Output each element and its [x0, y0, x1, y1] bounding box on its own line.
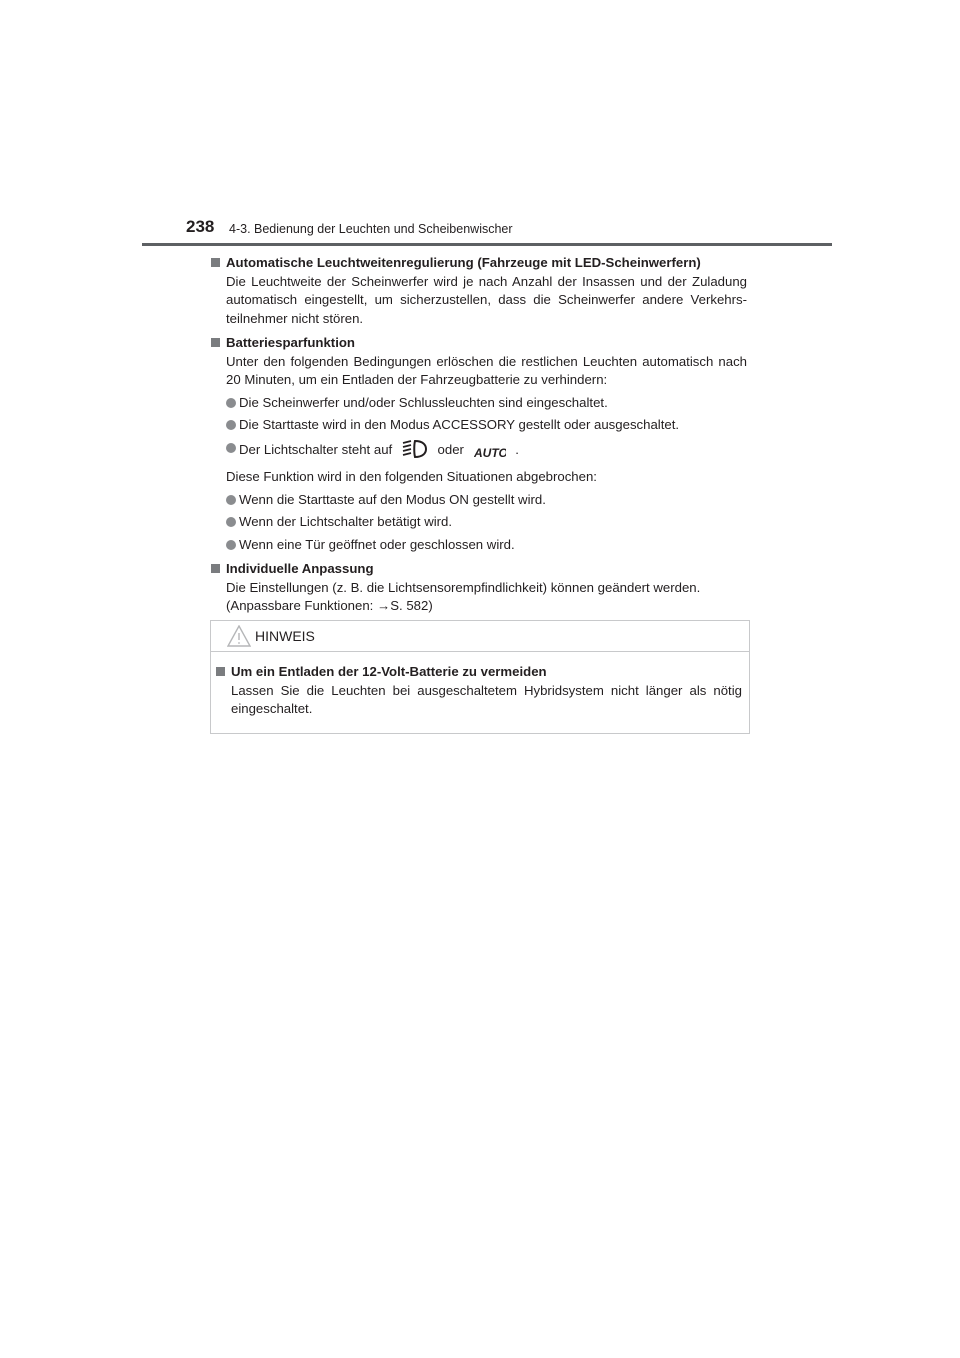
notice-heading: Um ein Entladen der 12-Volt-Batterie zu vermeiden: [216, 663, 742, 682]
section-text: Unter den folgenden Bedingungen erlöschen die restlichen Leuchten automatisch nach 20 Minuten, um ein Entladen der Fahrzeugbatterie zu verhindern:: [226, 353, 747, 387]
list-item-light-switch: Der Lichtschalter steht auf oder AUTO .: [211, 439, 747, 465]
auto-icon: [474, 445, 506, 465]
notice-label: HINWEIS: [255, 628, 315, 644]
page-number: 238: [186, 217, 215, 236]
notice-text: Lassen Sie die Leuchten bei ausgeschaltetem Hybridsystem nicht länger als nötig eingeschaltet.: [231, 682, 742, 716]
warning-triangle-icon: [227, 625, 251, 652]
circle-bullet-icon: [226, 517, 236, 527]
square-bullet-icon: [211, 564, 220, 573]
section-text: Diese Funktion wird in den folgenden Situationen abgebrochen:: [226, 469, 597, 484]
header-rule: [142, 243, 832, 246]
list-item: Wenn eine Tür geöffnet oder geschlossen wird.: [211, 536, 747, 555]
section-anpassung: [211, 560, 747, 616]
section-text: Die Einstellungen (z. B. die Lichtsensorempfindlichkeit) können geändert werden.: [226, 579, 701, 595]
section-heading: Individuelle Anpassung: [211, 560, 747, 579]
section-text: Die Leuchtweite der Scheinwerfer wird je nach Anzahl der Insassen und der Zuladung automatisch eingestellt, um sicherzustellen, dass die Scheinwerfer andere Verkehrs-teilnehmer nicht stören.: [226, 273, 747, 326]
list-item: Die Scheinwerfer und/oder Schlussleuchten sind eingeschaltet.: [211, 394, 747, 413]
section-batteriespar: [211, 334, 747, 554]
section-leuchtweite: [211, 254, 747, 328]
section-heading: Automatische Leuchtweitenregulierung (Fahrzeuge mit LED-Scheinwerfern): [211, 254, 747, 273]
headlight-icon: [402, 439, 428, 465]
square-bullet-icon: [211, 338, 220, 347]
circle-bullet-icon: [226, 495, 236, 505]
page-header: [186, 214, 836, 244]
notice-body: [216, 663, 742, 719]
section-title: 4-3. Bedienung der Leuchten und Scheibenwischer: [229, 222, 513, 236]
notice-header: [211, 621, 749, 652]
section-heading: Batteriesparfunktion: [211, 334, 747, 353]
circle-bullet-icon: [226, 420, 236, 430]
list-item: Die Starttaste wird in den Modus ACCESSORY gestellt oder ausgeschaltet.: [211, 416, 747, 435]
svg-text:AUTO: AUTO: [473, 445, 506, 459]
square-bullet-icon: [216, 667, 225, 676]
list-item: Wenn der Lichtschalter betätigt wird.: [211, 513, 747, 532]
cross-reference: (Anpassbare Funktionen: →S. 582): [226, 598, 433, 613]
square-bullet-icon: [211, 258, 220, 267]
main-content: [211, 254, 747, 622]
list-item: Wenn die Starttaste auf den Modus ON gestellt wird.: [211, 491, 747, 510]
circle-bullet-icon: [226, 443, 236, 453]
circle-bullet-icon: [226, 398, 236, 408]
notice-box: [210, 620, 750, 734]
circle-bullet-icon: [226, 540, 236, 550]
